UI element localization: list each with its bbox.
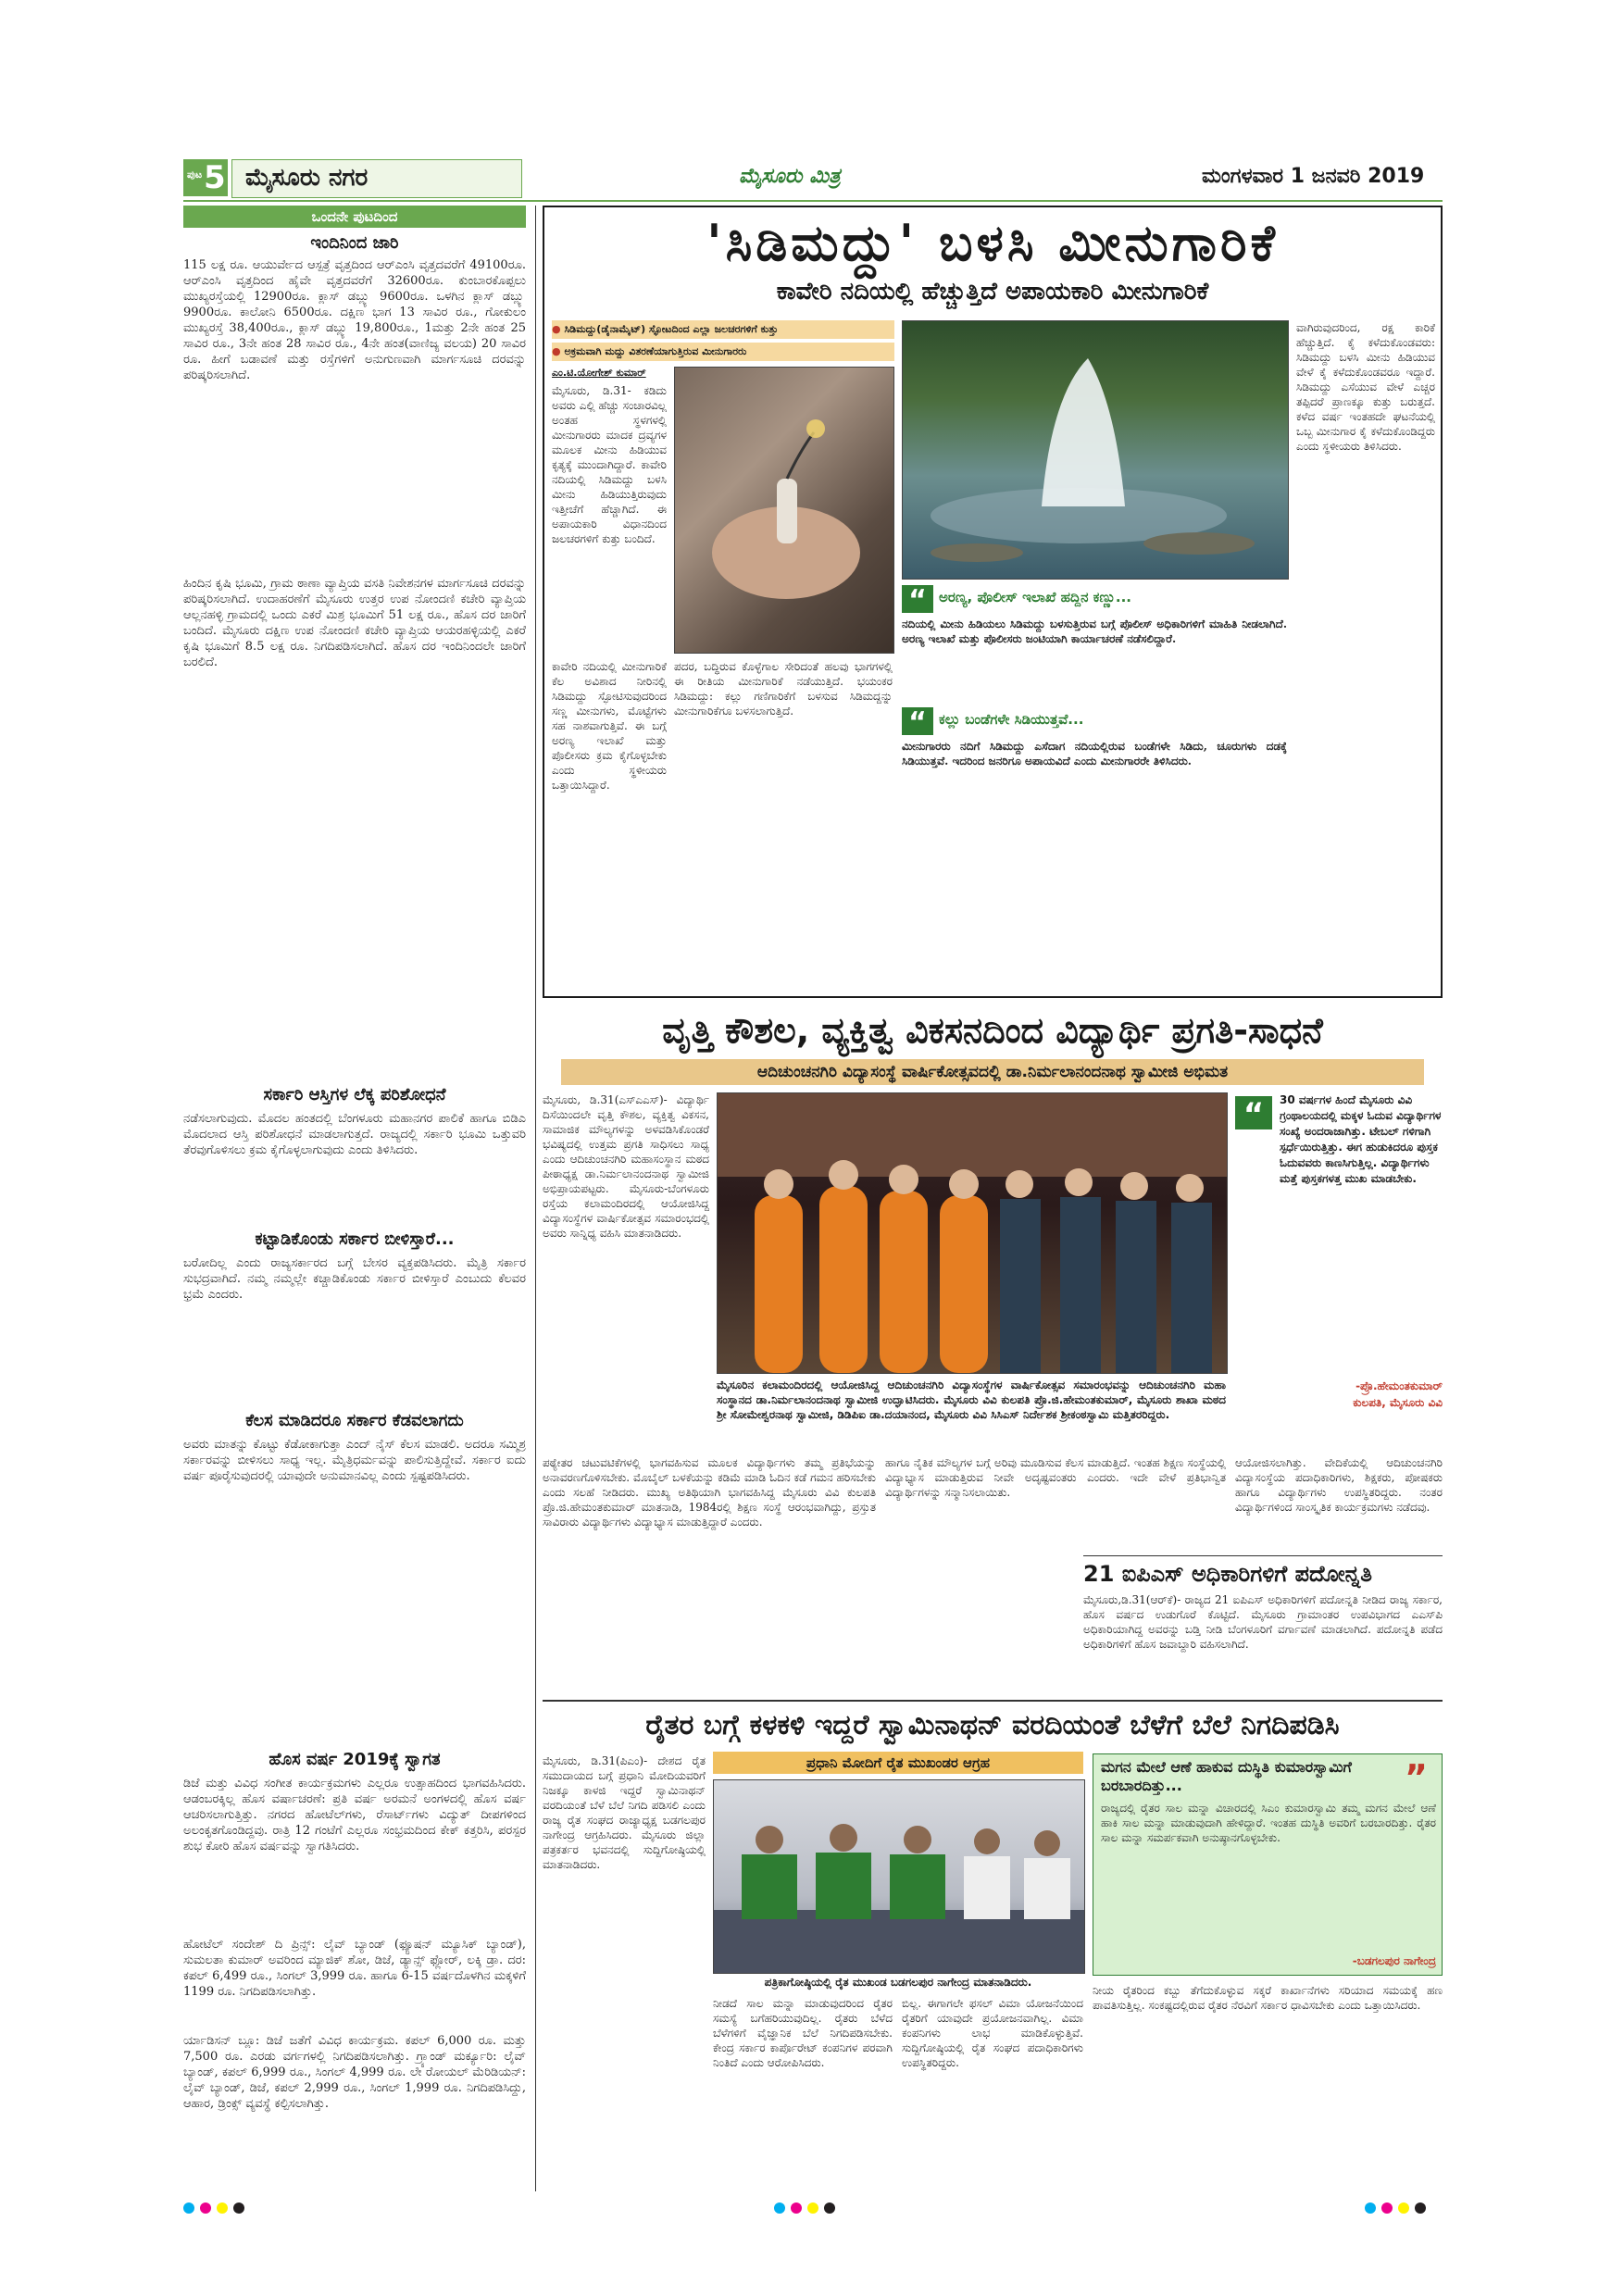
second-body-4: ಆಯೋಜಿಸಲಾಗಿತ್ತು. ವೇದಿಕೆಯಲ್ಲಿ ಆದಿಚುಂಚನಗಿರಿ ವಿದ್ಯಾಸಂಸ್ಥೆಯ ಪದಾಧಿಕಾರಿಗಳು, ಶಿಕ್ಷಕರು, ಪೋಷಕರು ಹಾಗೂ ವಿದ್ಯಾರ್ಥಿಗಳು ಉಪಸ್ಥಿತರಿದ್ದರು. ನಂತರ ವಿದ್ಯಾರ್ಥಿಗಳಿಂದ ಸಾಂಸ್ಕೃತಿಕ ಕಾರ್ಯಕ್ರಮಗಳು ನಡೆದವು.: [1235, 1456, 1443, 1514]
header-rule: [183, 200, 1443, 202]
story5-body: ಡಿಜೆ ಮತ್ತು ವಿವಿಧ ಸಂಗೀತ ಕಾರ್ಯಕ್ರಮಗಳು ಎಲ್ಲರೂ ಉತ್ಸಾಹದಿಂದ ಭಾಗವಹಿಸಿದರು. ಆಡಂಬರಕ್ಕಿಲ್ಲ ಹೊಸ ವರ್ಷಾಚರಣೆ: ಪ್ರತಿ ವರ್ಷ ಅರಮನೆ ಅಂಗಳದಲ್ಲಿ ಹೊಸ ವರ್ಷ ಆಚರಿಸಲಾಗುತ್ತಿತ್ತು. ನಗರದ ಹೋಟೆಲ್‌ಗಳು, ರೆಸಾರ್ಟ್‌ಗಳು ವಿದ್ಯುತ್ ದೀಪಗಳಿಂದ ಅಲಂಕೃತಗೊಂಡಿದ್ದವು. ರಾತ್ರಿ 12 ಗಂಟೆಗೆ ಎಲ್ಲರೂ ಸಂಭ್ರಮದಿಂದ ಕೇಕ್ ಕತ್ತರಿಸಿ, ಪರಸ್ಪರ ಶುಭ ಕೋರಿ ಹೊಸ ವರ್ಷವನ್ನು ಸ್ವಾಗತಿಸಿದರು.: [183, 1777, 526, 1853]
quote-mark-icon-4: ”: [1405, 1757, 1428, 1798]
press-meet-photo: [713, 1779, 1085, 1974]
lead-body-4: ವಾಗಿರುವುದರಿಂದ, ರಕ್ಷ ಕಾರಿಕೆ ಹೆಚ್ಚುತ್ತಿದೆ. ಕೈ ಕಳೆದುಕೊಂಡವರು: ಸಿಡಿಮದ್ದು ಬಳಸಿ ಮೀನು ಹಿಡಿಯುವ ವೇಳೆ ಕೈ ಕಳೆದುಕೊಂಡವರೂ ಇದ್ದಾರೆ. ಸಿಡಿಮದ್ದು ಎಸೆಯುವ ವೇಳೆ ಎಚ್ಚರ ತಪ್ಪಿದರೆ ಪ್ರಾಣಕ್ಕೂ ಕುತ್ತು ಬರುತ್ತದೆ. ಕಳೆದ ವರ್ಷ ಇಂತಹದೇ ಘಟನೆಯಲ್ಲಿ ಒಬ್ಬ ಮೀನುಗಾರ ಕೈ ಕಳೆದುಕೊಂಡಿದ್ದರು ಎಂದು ಸ್ಥಳೀಯರು ತಿಳಿಸಿದರು.: [1296, 321, 1435, 453]
quote-mark-icon: “: [902, 585, 933, 613]
section-title-box: [231, 159, 522, 198]
story1-body: 115 ಲಕ್ಷ ರೂ. ಆಯುರ್ವೇದ ಆಸ್ಪತ್ರೆ ವೃತ್ತದಿಂದ ಆರ್‌ಎಂಸಿ ವೃತ್ತದವರೆಗೆ 49100ರೂ. ಆರ್‌ಎಂಸಿ ವೃತ್ತದಿಂದ ಹೈವೇ ವೃತ್ತದವರೆಗೆ 32600ರೂ. ಕುಂಬಾರಕೊಪ್ಪಲು ಮುಖ್ಯರಸ್ತೆಯಲ್ಲಿ 12900ರೂ. ಕ್ಲಾಸ್ ಡಬ್ಲ್ಯು 9600ರೂ. ಒಳಗಿನ ಕ್ಲಾಸ್ ಡಬ್ಲ್ಯು 9900ರೂ. ಕಾಲೋನಿ 6500ರೂ. ದಕ್ಷಿಣ ಭಾಗ 13 ಸಾವಿರ ರೂ., ಗೋಕುಲಂ ಮುಖ್ಯರಸ್ತೆ 38,400ರೂ., ಕ್ಲಾಸ್ ಡಬ್ಲ್ಯು 19,800ರೂ., 1ಮತ್ತು 2ನೇ ಹಂತ 25 ಸಾವಿರ ರೂ., 3ನೇ ಹಂತ 28 ಸಾವಿರ ರೂ., 4ನೇ ಹಂತ(ವಾಣಿಜ್ಯ ವಲಯ) 20 ಸಾವಿರ ರೂ. ಹೀಗೆ ಬಡಾವಣೆ ಮತ್ತು ರಸ್ತೆಗಳಿಗೆ ಅನುಗುಣವಾಗಿ ಮಾರ್ಗಸೂಚಿ ದರವನ್ನು ಪರಿಷ್ಕರಿಸಲಾಗಿದೆ.: [183, 258, 526, 382]
second-story: [543, 1005, 1443, 1635]
story4-body: ಅವರು ಮಾತನ್ನು ಕೊಟ್ಟು ಕೆಡೋಕಾಗುತ್ತಾ ಎಂದ್ ನೈಸ್ ಕೆಲಸ ಮಾಡಲಿ. ಅದರೂ ಸಮ್ಮಿಶ್ರ ಸರ್ಕಾರವನ್ನು ಬೀಳಿಸಲು ಸಾಧ್ಯ ಇಲ್ಲ. ಮೈತ್ರಿಧರ್ಮವನ್ನು ಪಾಲಿಸುತ್ತಿದ್ದೇವೆ. ಸರ್ಕಾರ ಐದು ವರ್ಷ ಪೂರೈಸುವುದರಲ್ಲಿ ಯಾವುದೇ ಅನುಮಾನವಿಲ್ಲ ಎಂದು ಸ್ಪಷ್ಟಪಡಿಸಿದರು.: [183, 1438, 526, 1483]
quote2-body: ಮೀನುಗಾರರು ನದಿಗೆ ಸಿಡಿಮದ್ದು ಎಸೆದಾಗ ನದಿಯಲ್ಲಿರುವ ಬಂಡೆಗಳೇ ಸಿಡಿದು, ಚೂರುಗಳು ದಡಕ್ಕೆ ಸಿಡಿಯುತ್ತವೆ. ಇದರಿಂದ ಜನರಿಗೂ ಅಪಾಯವಿದೆ ಎಂದು ಮೀನುಗಾರರೇ ತಿಳಿಸಿದರು.: [902, 740, 1287, 767]
farmer-kicker-band: [713, 1752, 1083, 1774]
farmer-body-2: ನೀಡದೆ ಸಾಲ ಮನ್ನಾ ಮಾಡುವುದರಿಂದ ರೈತರ ಸಮಸ್ಯೆ ಬಗೆಹರಿಯುವುದಿಲ್ಲ. ರೈತರು ಬೆಳೆದ ಬೆಳೆಗಳಿಗೆ ವೈಜ್ಞಾನಿಕ ಬೆಲೆ ನಿಗದಿಪಡಿಸಬೇಕು. ಕೇಂದ್ರ ಸರ್ಕಾರ ಕಾರ್ಪೊರೇಟ್ ಕಂಪನಿಗಳ ಪರವಾಗಿ ನಿಂತಿದೆ ಎಂದು ಆರೋಪಿಸಿದರು.: [713, 1997, 893, 2069]
farmer-kicker: ಪ್ರಧಾನಿ ಮೋದಿಗೆ ರೈತ ಮುಖಂಡರ ಆಗ್ರಹ: [806, 1754, 991, 1771]
vc-quote-text: 30 ವರ್ಷಗಳ ಹಿಂದೆ ಮೈಸೂರು ವಿವಿ ಗ್ರಂಥಾಲಯದಲ್ಲಿ ಮಕ್ಕಳ ಓದುವ ವಿದ್ಯಾರ್ಥಿಗಳ ಸಂಖ್ಯೆ ಅಂದರಾಜಾಗಿತ್ತು. ಟೇಬಲ್ ಗಳಿಗಾಗಿ ಸ್ಪರ್ಧೆಯಿರುತ್ತಿತ್ತು. ಈಗ ಹುಡುಕಿದರೂ ಪುಸ್ತಕ ಓದುವವರು ಕಾಣಸಿಗುತ್ತಿಲ್ಲ. ವಿದ್ಯಾರ್ಥಿಗಳು ಮತ್ತೆ ಪುಸ್ತಕಗಳತ್ತ ಮುಖ ಮಾಡಬೇಕು.: [1280, 1093, 1442, 1185]
ips-body: ಮೈಸೂರು,ಡಿ.31(ಆರ್‌ಕೆ)- ರಾಜ್ಯದ 21 ಐಪಿಎಸ್ ಅಧಿಕಾರಿಗಳಿಗೆ ಪದೋನ್ನತಿ ನೀಡಿದ ರಾಜ್ಯ ಸರ್ಕಾರ, ಹೊಸ ವರ್ಷದ ಉಡುಗೊರೆ ಕೊಟ್ಟಿದೆ. ಮೈಸೂರು ಗ್ರಾಮಾಂತರ ಉಪವಿಭಾಗದ ಎಎಸ್‌ಪಿ ಅಧಿಕಾರಿಯಾಗಿದ್ದ ಅವರನ್ನು ಬಡ್ತಿ ನೀಡಿ ಬೆಂಗಳೂರಿಗೆ ವರ್ಗಾವಣೆ ಮಾಡಲಾಗಿದೆ. ಪದೋನ್ನತಿ ಪಡೆದ ಅಧಿಕಾರಿಗಳಿಗೆ ಹೊಸ ಜವಾಬ್ದಾರಿ ವಹಿಸಲಾಗಿದೆ.: [1083, 1593, 1443, 1651]
page-number: 5: [204, 159, 226, 196]
lead-headline: 'ಸಿಡಿಮದ್ದು' ಬಳಸಿ ಮೀನುಗಾರಿಕೆ: [706, 214, 1279, 272]
lead-bullet-1-text: ಸಿಡಿಮದ್ದು(ಡೈನಾಮೈಟ್) ಸ್ಫೋಟದಿಂದ ಎಲ್ಲಾ ಜಲಚರಗಳಿಗೆ ಕುತ್ತು: [564, 323, 779, 335]
masthead: ಮೈಸೂರು ಮಿತ್ರ: [739, 165, 841, 188]
water-splash-illustration: [903, 321, 1288, 579]
farmer-body-3: ಬಿಲ್ಲ. ಈಗಾಗಲೇ ಫಸಲ್ ವಿಮಾ ಯೋಜನೆಯಿಂದ ರೈತರಿಗೆ ಯಾವುದೇ ಪ್ರಯೋಜನವಾಗಿಲ್ಲ. ವಿಮಾ ಕಂಪನಿಗಳು ಲಾಭ ಮಾಡಿಕೊಳ್ಳುತ್ತಿವೆ. ಸುದ್ದಿಗೋಷ್ಠಿಯಲ್ಲಿ ರೈತ ಸಂಘದ ಪದಾಧಿಕಾರಿಗಳು ಉಪಸ್ಥಿತರಿದ್ದರು.: [902, 1997, 1083, 2069]
registration-marks-right: [1365, 2200, 1431, 2217]
story5-heading: ಹೊಸ ವರ್ಷ 2019ಕ್ಕೆ ಸ್ವಾಗತ: [269, 1750, 441, 1769]
issue-date: ಮಂಗಳವಾರ 1 ಜನವರಿ 2019: [1202, 165, 1425, 188]
farmer-body-4: ನೀಯ ರೈತರಿಂದ ಕಬ್ಬು ತೆಗೆದುಕೊಳ್ಳುವ ಸಕ್ಕರೆ ಕಾರ್ಖಾನೆಗಳು ಸರಿಯಾದ ಸಮಯಕ್ಕೆ ಹಣ ಪಾವತಿಸುತ್ತಿಲ್ಲ. ಸಂಕಷ್ಟದಲ್ಲಿರುವ ರೈತರ ನೆರವಿಗೆ ಸರ್ಕಾರ ಧಾವಿಸಬೇಕು ಎಂದು ಒತ್ತಾಯಿಸಿದರು.: [1093, 1984, 1443, 2012]
left-column-divider: [535, 206, 536, 2191]
second-headline: ವೃತ್ತಿ ಕೌಶಲ, ವ್ಯಕ್ತಿತ್ವ ವಿಕಸನದಿಂದ ವಿದ್ಯಾರ್ಥಿ ಪ್ರಗತಿ-ಸಾಧನೆ: [662, 1010, 1323, 1051]
continued-band: [183, 206, 526, 228]
second-subheadline: ಆದಿಚುಂಚನಗಿರಿ ವಿದ್ಯಾಸಂಸ್ಥೆ ವಾರ್ಷಿಕೋತ್ಸವದಲ್ಲಿ ಡಾ.ನಿರ್ಮಲಾನಂದನಾಥ ಸ್ವಾಮೀಜಿ ಅಭಿಮತ: [561, 1059, 1424, 1085]
story2-heading: ಸರ್ಕಾರಿ ಆಸ್ತಿಗಳ ಲೆಕ್ಕ ಪರಿಶೋಧನೆ: [263, 1085, 446, 1104]
press-meet-illustration: [714, 1780, 1084, 1973]
vc-quote-attribution: -ಪ್ರೊ.ಹೇಮಂತಕುಮಾರ್: [1355, 1379, 1443, 1392]
lead-bullet-2: [552, 343, 894, 361]
bullet-icon: ●: [552, 323, 561, 335]
second-photo-caption: ಮೈಸೂರಿನ ಕಲಾಮಂದಿರದಲ್ಲಿ ಆಯೋಜಿಸಿದ್ದ ಆದಿಚುಂಚನಗಿರಿ ವಿದ್ಯಾಸಂಸ್ಥೆಗಳ ವಾರ್ಷಿಕೋತ್ಸವ ಸಮಾರಂಭವನ್ನು ಆದಿಚುಂಚನಗಿರಿ ಮಹಾ ಸಂಸ್ಥಾನದ ಡಾ.ನಿರ್ಮಲಾನಂದನಾಥ ಸ್ವಾಮೀಜಿ ಉದ್ಘಾಟಿಸಿದರು. ಮೈಸೂರು ವಿವಿ ಕುಲಪತಿ ಪ್ರೊ.ಜಿ.ಹೇಮಂತಕುಮಾರ್, ಮೈಸೂರು ಶಾಖಾ ಮಠದ ಶ್ರೀ ಸೋಮೇಶ್ವರನಾಥ ಸ್ವಾಮೀಜಿ, ಡಿಡಿಪಿಐ ಡಾ.ದಯಾನಂದ, ಮೈಸೂರು ವಿವಿ ಸಿಸಿಎಸ್ ನಿರ್ದೇಶಕ ಶ್ರೀಕಂಠಸ್ವಾಮಿ ಮತ್ತಿತರರಿದ್ದರು.: [717, 1379, 1226, 1421]
story4-heading: ಕೆಲಸ ಮಾಡಿದರೂ ಸರ್ಕಾರ ಕೆಡವಲಾಗದು: [245, 1411, 464, 1430]
dignitaries-on-stage-illustration: [718, 1093, 1227, 1373]
river-explosion-photo: [902, 320, 1289, 580]
lead-byline: ಎಂ.ಟಿ.ಯೋಗೇಶ್ ಕುಮಾರ್: [552, 367, 646, 379]
second-body-3: ಹಾಗೂ ನೈತಿಕ ಮೌಲ್ಯಗಳ ಬಗ್ಗೆ ಅರಿವು ಮೂಡಿಸುವ ಕೆಲಸ ಮಾಡುತ್ತಿದೆ. ಇಂತಹ ಶಿಕ್ಷಣ ಸಂಸ್ಥೆಯಲ್ಲಿ ವಿದ್ಯಾಭ್ಯಾಸ ಮಾಡುತ್ತಿರುವ ನೀವೇ ಅದೃಷ್ಟವಂತರು ಎಂದರು. ಇದೇ ವೇಳೆ ಪ್ರತಿಭಾನ್ವಿತ ವಿದ್ಯಾರ್ಥಿಗಳನ್ನು ಸನ್ಮಾನಿಸಲಾಯಿತು.: [885, 1456, 1226, 1499]
farmer-headline: ರೈತರ ಬಗ್ಗೆ ಕಳಕಳಿ ಇದ್ದರೆ ಸ್ವಾಮಿನಾಥನ್ ವರದಿಯಂತೆ ಬೆಳೆಗೆ ಬೆಲೆ ನಿಗದಿಪಡಿಸಿ: [645, 1709, 1340, 1741]
story1-body-2: ಹಿಂದಿನ ಕೃಷಿ ಭೂಮಿ, ಗ್ರಾಮ ಠಾಣಾ ವ್ಯಾಪ್ತಿಯ ವಸತಿ ನಿವೇಶನಗಳ ಮಾರ್ಗಸೂಚಿ ದರವನ್ನು ಪರಿಷ್ಕರಿಸಲಾಗಿದೆ. ಉದಾಹರಣೆಗೆ ಮೈಸೂರು ಉತ್ತರ ಉಪ ನೋಂದಣಿ ಕಚೇರಿ ವ್ಯಾಪ್ತಿಯ ಆಲ್ಲನಹಳ್ಳಿ ಗ್ರಾಮದಲ್ಲಿ ಒಂದು ಎಕರೆ ಮಿಶ್ರ ಭೂಮಿಗೆ 51 ಲಕ್ಷ ರೂ., ಹೊಸ ದರ ಜಾರಿಗೆ ಬಂದಿದೆ. ಮೈಸೂರು ದಕ್ಷಿಣ ಉಪ ನೋಂದಣಿ ಕಚೇರಿ ವ್ಯಾಪ್ತಿಯ ಆಯರಹಳ್ಳಿಯಲ್ಲಿ ಎಕರೆ ಕೃಷಿ ಭೂಮಿಗೆ 8.5 ಲಕ್ಷ ರೂ. ನಿಗದಿಪಡಿಸಲಾಗಿದೆ. ಹೊಸ ದರ ಇಂದಿನಿಂದಲೇ ಜಾರಿಗೆ ಬರಲಿದೆ.: [183, 577, 526, 669]
lead-body-2: ಕಾವೇರಿ ನದಿಯಲ್ಲಿ ಮೀನುಗಾರಿಕೆ ಕೆಲ ಅವಿಶಾದ ನೀರಿನಲ್ಲಿ ಸಿಡಿಮದ್ದು ಸ್ಫೋಟಿಸುವುದರಿಂದ ಸಣ್ಣ ಮೀನುಗಳು, ಮೊಟ್ಟೆಗಳು ಸಹ ನಾಶವಾಗುತ್ತಿವೆ. ಈ ಬಗ್ಗೆ ಅರಣ್ಯ ಇಲಾಖೆ ಮತ್ತು ಪೊಲೀಸರು ಕ್ರಮ ಕೈಗೊಳ್ಳಬೇಕು ಎಂದು ಸ್ಥಳೀಯರು ಒತ್ತಾಯಿಸಿದ್ದಾರೆ.: [552, 660, 667, 792]
lead-body-3: ಪದರ, ಬದ್ಧಿರುವ ಕೊಳ್ಳೆಗಾಲ ಸೇರಿದಂತೆ ಹಲವು ಭಾಗಗಳಲ್ಲಿ ಈ ರೀತಿಯ ಮೀನುಗಾರಿಕೆ ನಡೆಯುತ್ತಿದೆ. ಭಯಂಕರ ಸಿಡಿಮದ್ದು: ಕಲ್ಲು ಗಣಿಗಾರಿಕೆಗೆ ಬಳಸುವ ಸಿಡಿಮದ್ದನ್ನು ಮೀನುಗಾರಿಕೆಗೂ ಬಳಸಲಾಗುತ್ತಿದೆ.: [674, 660, 893, 718]
farmer-photo-caption: ಪತ್ರಿಕಾಗೋಷ್ಠಿಯಲ್ಲಿ ರೈತ ಮುಖಂಡ ಬಡಗಲಪುರ ನಾಗೇಂದ್ರ ಮಾತನಾಡಿದರು.: [764, 1976, 1032, 1989]
cm-box: [1093, 1753, 1443, 1976]
lead-story-box: [543, 206, 1443, 998]
story5-body-2: ಹೋಟೆಲ್ ಸಂದೇಶ್ ದಿ ಪ್ರಿನ್ಸ್: ಲೈವ್ ಬ್ಯಾಂಡ್ (ಫ್ಯೂಷನ್ ಮ್ಯೂಸಿಕ್ ಬ್ಯಾಂಡ್), ಸುಮಲತಾ ಕುಮಾರ್ ಅವರಿಂದ ಮ್ಯಾಜಿಕ್ ಶೋ, ಡಿಜೆ, ಡ್ಯಾನ್ಸ್ ಫ್ಲೋರ್, ಲಕ್ಕಿ ಡ್ರಾ. ದರ: ಕಪಲ್ 6,499 ರೂ., ಸಿಂಗಲ್ 3,999 ರೂ. ಹಾಗೂ 6-15 ವರ್ಷದೊಳಗಿನ ಮಕ್ಕಳಿಗೆ 1199 ರೂ. ನಿಗದಿಪಡಿಸಲಾಗಿತ್ತು.: [183, 1938, 526, 1999]
ips-headline: 21 ಐಪಿಎಸ್ ಅಧಿಕಾರಿಗಳಿಗೆ ಪದೋನ್ನತಿ: [1083, 1561, 1372, 1587]
second-body-2: ಪಠ್ಯೇತರ ಚಟುವಟಿಕೆಗಳಲ್ಲಿ ಭಾಗವಹಿಸುವ ಮೂಲಕ ವಿದ್ಯಾರ್ಥಿಗಳು ತಮ್ಮ ಪ್ರತಿಭೆಯನ್ನು ಅನಾವರಣಗೊಳಿಸಬೇಕು. ಮೊಬೈಲ್ ಬಳಕೆಯನ್ನು ಕಡಿಮೆ ಮಾಡಿ ಓದಿನ ಕಡೆ ಗಮನ ಹರಿಸಬೇಕು ಎಂದು ಸಲಹೆ ನೀಡಿದರು. ಮುಖ್ಯ ಅತಿಥಿಯಾಗಿ ಭಾಗವಹಿಸಿದ್ದ ಮೈಸೂರು ವಿವಿ ಕುಲಪತಿ ಪ್ರೊ.ಜಿ.ಹೇಮಂತಕುಮಾರ್ ಮಾತನಾಡಿ, 1984ರಲ್ಲಿ ಶಿಕ್ಷಣ ಸಂಸ್ಥೆ ಆರಂಭವಾಗಿದ್ದು, ಪ್ರಸ್ತುತ ಸಾವಿರಾರು ವಿದ್ಯಾರ್ಥಿಗಳು ವಿದ್ಯಾಭ್ಯಾಸ ಮಾಡುತ್ತಿದ್ದಾರೆ ಎಂದರು.: [543, 1456, 876, 1529]
hand-holding-explosive-illustration: [675, 368, 893, 653]
bullet-icon: ●: [552, 345, 561, 357]
page-header: [183, 157, 1443, 198]
story3-body: ಬರೋದಿಲ್ಲ ಎಂದು ರಾಜ್ಯಸರ್ಕಾರದ ಬಗ್ಗೆ ಬೇಸರ ವ್ಯಕ್ತಪಡಿಸಿದರು. ಮೈತ್ರಿ ಸರ್ಕಾರ ಸುಭದ್ರವಾಗಿದೆ. ನಮ್ಮ ನಮ್ಮಲ್ಲೇ ಕಚ್ಚಾಡಿಕೊಂಡು ಸರ್ಕಾರ ಬೀಳಿಸ್ತಾರೆ ಎಂಬುದು ಕೆಲವರ ಭ್ರಮೆ ಎಂದರು.: [183, 1256, 526, 1302]
left-column: [183, 206, 526, 2191]
function-stage-photo: [717, 1092, 1228, 1374]
vc-quote-attribution-title: ಕುಲಪತಿ, ಮೈಸೂರು ವಿವಿ: [1353, 1396, 1443, 1409]
registration-marks-left: [183, 2200, 250, 2217]
farmer-body-1: ಮೈಸೂರು, ಡಿ.31(ಪಿಎಂ)- ದೇಶದ ರೈತ ಸಮುದಾಯದ ಬಗ್ಗೆ ಪ್ರಧಾನಿ ಮೋದಿಯವರಿಗೆ ನಿಜಕ್ಕೂ ಕಾಳಜಿ ಇದ್ದರೆ ಸ್ವಾಮಿನಾಥನ್ ವರದಿಯಂತೆ ಬೆಳೆ ಬೆಲೆ ನಿಗದಿ ಪಡಿಸಲಿ ಎಂದು ರಾಜ್ಯ ರೈತ ಸಂಘದ ರಾಜ್ಯಾಧ್ಯಕ್ಷ ಬಡಗಲಪುರ ನಾಗೇಂದ್ರ ಆಗ್ರಹಿಸಿದರು. ಮೈಸೂರು ಜಿಲ್ಲಾ ಪತ್ರಕರ್ತರ ಭವನದಲ್ಲಿ ಸುದ್ದಿಗೋಷ್ಠಿಯಲ್ಲಿ ಮಾತನಾಡಿದರು.: [543, 1754, 706, 1871]
quote-mark-icon-3: “: [1235, 1096, 1272, 1129]
ips-top-rule: [1083, 1555, 1443, 1556]
vc-quote-box: [1235, 1092, 1443, 1444]
registration-marks-center: [774, 2200, 841, 2217]
cm-box-attribution: -ಬಡಗಲಪುರ ನಾಗೇಂದ್ರ: [1352, 1954, 1436, 1967]
story1-heading: ಇಂದಿನಿಂದ ಜಾರಿ: [310, 233, 399, 253]
quote2-heading: ಕಲ್ಲು ಬಂಡೆಗಳೇ ಸಿಡಿಯುತ್ತವೆ...: [939, 711, 1084, 728]
second-body-1: ಮೈಸೂರು, ಡಿ.31(ಎಸ್‌ಎಎಸ್)- ವಿದ್ಯಾರ್ಥಿ ದಿಸೆಯಿಂದಲೇ ವೃತ್ತಿ ಕೌಶಲ, ವ್ಯಕ್ತಿತ್ವ ವಿಕಸನ, ಸಾಮಾಜಿಕ ಮೌಲ್ಯಗಳನ್ನು ಅಳವಡಿಸಿಕೊಂಡರೆ ಭವಿಷ್ಯದಲ್ಲಿ ಉತ್ತಮ ಪ್ರಗತಿ ಸಾಧಿಸಲು ಸಾಧ್ಯ ಎಂದು ಆದಿಚುಂಚನಗಿರಿ ಮಹಾಸಂಸ್ಥಾನ ಮಠದ ಪೀಠಾಧ್ಯಕ್ಷ ಡಾ.ನಿರ್ಮಲಾನಂದನಾಥ ಸ್ವಾಮೀಜಿ ಅಭಿಪ್ರಾಯಪಟ್ಟರು. ಮೈಸೂರು-ಬೆಂಗಳೂರು ರಸ್ತೆಯ ಕಲಾಮಂದಿರದಲ್ಲಿ ಆಯೋಜಿಸಿದ್ದ ವಿದ್ಯಾಸಂಸ್ಥೆಗಳ ವಾರ್ಷಿಕೋತ್ಸವ ಸಮಾರಂಭದಲ್ಲಿ ಅವರು ಸಾನ್ನಿಧ್ಯ ವಹಿಸಿ ಮಾತನಾಡಿದರು.: [543, 1093, 709, 1240]
story3-heading: ಕಟ್ಟಾಡಿಕೊಂಡು ಸರ್ಕಾರ ಬೀಳಿಸ್ತಾರೆ...: [255, 1229, 455, 1249]
page-label-badge: [183, 159, 228, 196]
ips-story: [1083, 1555, 1443, 1694]
lead-quote-box: [902, 585, 1287, 817]
lead-bullet-2-text: ಅಕ್ರಮವಾಗಿ ಮದ್ದು ವಿತರಣೆಯಾಗುತ್ತಿರುವ ಮೀನುಗಾರರು: [564, 345, 747, 357]
lead-bullet-1: [552, 320, 894, 339]
story5-body-3: ರ್ಯಾಡಿಸನ್ ಬ್ಲೂ: ಡಿಜೆ ಜತೆಗೆ ವಿವಿಧ ಕಾರ್ಯಕ್ರಮ. ಕಪಲ್ 6,000 ರೂ. ಮತ್ತು 7,500 ರೂ. ಎರಡು ವರ್ಗಗಳಲ್ಲಿ ನಿಗದಿಪಡಿಸಲಾಗಿತ್ತು. ಗ್ರ್ಯಾಂಡ್ ಮರ್ಕ್ಯೂರಿ: ಲೈವ್ ಬ್ಯಾಂಡ್, ಕಪಲ್ 6,999 ರೂ., ಸಿಂಗಲ್ 4,999 ರೂ. ಲೇ ರೋಯಲ್ ಮೆರಿಡಿಯನ್: ಲೈವ್ ಬ್ಯಾಂಡ್, ಡಿಜೆ, ಕಪಲ್ 2,999 ರೂ., ಸಿಂಗಲ್ 1,999 ರೂ. ನಿಗದಿಪಡಿಸಿದ್ದು, ಆಹಾರ, ಡ್ರಿಂಕ್ಸ್ ವ್ಯವಸ್ಥೆ ಕಲ್ಪಿಸಲಾಗಿತ್ತು.: [183, 2034, 526, 2111]
dynamite-fishing-photo: [674, 367, 894, 654]
quote-mark-icon-2: “: [902, 707, 933, 735]
page-label-text: ಪುಟ: [187, 168, 203, 181]
cm-box-heading: ಮಗನ ಮೇಲೆ ಆಣೆ ಹಾಕುವ ದುಸ್ಥಿತಿ ಕುಮಾರಸ್ವಾಮಿಗೆ ಬರಬಾರದಿತ್ತು...: [1101, 1758, 1352, 1794]
farmer-top-rule: [543, 1700, 1443, 1702]
continued-label: ಒಂದನೇ ಪುಟದಿಂದ: [311, 208, 398, 225]
section-title: ಮೈಸೂರು ನಗರ: [245, 164, 369, 192]
cm-box-body: ರಾಜ್ಯದಲ್ಲಿ ರೈತರ ಸಾಲ ಮನ್ನಾ ವಿಚಾರದಲ್ಲಿ ಸಿಎಂ ಕುಮಾರಸ್ವಾಮಿ ತಮ್ಮ ಮಗನ ಮೇಲೆ ಆಣೆ ಹಾಕಿ ಸಾಲ ಮನ್ನಾ ಮಾಡುವುದಾಗಿ ಹೇಳಿದ್ದಾರೆ. ಇಂತಹ ದುಸ್ಥಿತಿ ಅವರಿಗೆ ಬರಬಾರದಿತ್ತು. ರೈತರ ಸಾಲ ಮನ್ನಾ ಸಮರ್ಪಕವಾಗಿ ಅನುಷ್ಠಾನಗೊಳ್ಳಬೇಕು.: [1101, 1802, 1436, 1844]
quote-heading: ಅರಣ್ಯ, ಪೊಲೀಸ್ ಇಲಾಖೆ ಹದ್ದಿನ ಕಣ್ಣು...: [939, 589, 1132, 605]
quote-body: ನದಿಯಲ್ಲಿ ಮೀನು ಹಿಡಿಯಲು ಸಿಡಿಮದ್ದು ಬಳಸುತ್ತಿರುವ ಬಗ್ಗೆ ಪೊಲೀಸ್ ಅಧಿಕಾರಿಗಳಿಗೆ ಮಾಹಿತಿ ನೀಡಲಾಗಿದೆ. ಅರಣ್ಯ ಇಲಾಖೆ ಮತ್ತು ಪೊಲೀಸರು ಜಂಟಿಯಾಗಿ ಕಾರ್ಯಾಚರಣೆ ನಡೆಸಲಿದ್ದಾರೆ.: [902, 618, 1287, 645]
lead-body-1: ಮೈಸೂರು, ಡಿ.31- ಕಡಿದು ಅವರು ಎಲ್ಲಿ ಹೆಚ್ಚು ಸಂಚಾರವಿಲ್ಲ ಅಂತಹ ಸ್ಥಳಗಳಲ್ಲಿ ಮೀನುಗಾರರು ಮಾದಕ ದ್ರವ್ಯಗಳ ಮೂಲಕ ಮೀನು ಹಿಡಿಯುವ ಕೃತ್ಯಕ್ಕೆ ಮುಂದಾಗಿದ್ದಾರೆ. ಕಾವೇರಿ ನದಿಯಲ್ಲಿ ಸಿಡಿಮದ್ದು ಬಳಸಿ ಮೀನು ಹಿಡಿಯುತ್ತಿರುವುದು ಇತ್ತೀಚೆಗೆ ಹೆಚ್ಚಾಗಿದೆ. ಈ ಅಪಾಯಕಾರಿ ವಿಧಾನದಿಂದ ಜಲಚರಗಳಿಗೆ ಕುತ್ತು ಬಂದಿದೆ.: [552, 384, 667, 545]
story2-body: ನಡೆಸಲಾಗುವುದು. ಮೊದಲ ಹಂತದಲ್ಲಿ ಬೆಂಗಳೂರು ಮಹಾನಗರ ಪಾಲಿಕೆ ಹಾಗೂ ಬಿಡಿಎ ಮೊದಲಾದ ಆಸ್ತಿ ಪರಿಶೋಧನೆ ಮಾಡಲಾಗುತ್ತದೆ. ರಾಜ್ಯದಲ್ಲಿ ಸರ್ಕಾರಿ ಭೂಮಿ ಒತ್ತುವರಿ ತೆರವುಗೊಳಿಸಲು ಕ್ರಮ ಕೈಗೊಳ್ಳಲಾಗುವುದು ಎಂದು ತಿಳಿಸಿದರು.: [183, 1112, 526, 1157]
lead-subheadline: ಕಾವೇರಿ ನದಿಯಲ್ಲಿ ಹೆಚ್ಚುತ್ತಿದೆ ಅಪಾಯಕಾರಿ ಮೀನುಗಾರಿಕೆ: [776, 278, 1209, 306]
